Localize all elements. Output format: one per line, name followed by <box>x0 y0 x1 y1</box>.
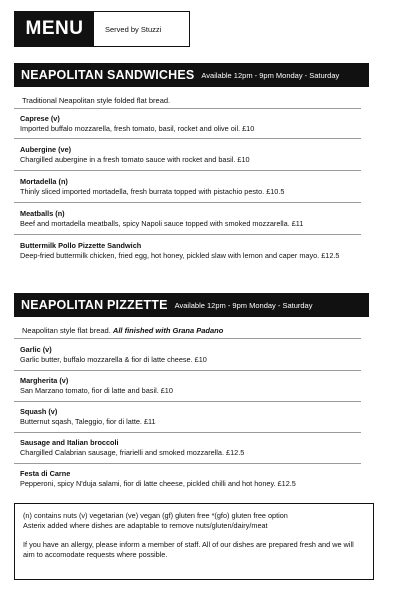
divider <box>14 432 361 433</box>
menu-item-aubergine <box>20 145 366 165</box>
divider <box>14 234 361 235</box>
sandwiches-title: NEAPOLITAN SANDWICHES <box>21 68 195 82</box>
divider <box>14 401 361 402</box>
served-by-text: Served by Stuzzi <box>105 24 162 34</box>
divider <box>14 170 361 171</box>
item-description: Chargilled aubergine in a fresh tomato sauce with rocket and basil. £10 <box>20 155 250 164</box>
asterix-note: Asterix added where dishes are adaptable to remove nuts/gluten/dairy/meat <box>23 521 268 530</box>
item-description: San Marzano tomato, fior di latte and basil. £10 <box>20 386 173 395</box>
menu-item-festa-di-carne <box>20 469 366 489</box>
item-name: Mortadella (n) <box>20 177 68 186</box>
item-description: Deep-fried buttermilk chicken, fried egg, hot honey, pickled slaw with lemon and caper mayo. £12.5 <box>20 251 340 260</box>
dietary-notes-box <box>14 503 374 580</box>
item-description: Imported buffalo mozzarella, fresh tomato, basil, rocket and olive oil. £10 <box>20 124 255 133</box>
item-name: Meatballs (n) <box>20 209 65 218</box>
menu-item-meatballs <box>20 209 366 229</box>
item-name: Squash (v) <box>20 407 58 416</box>
pizzette-availability: Available 12pm - 9pm Monday - Saturday <box>174 300 313 310</box>
sandwiches-header <box>14 63 369 87</box>
divider <box>14 463 361 464</box>
menu-item-mortadella <box>20 177 366 197</box>
pizzette-intro-text: Neapolitan style flat bread. <box>22 326 111 335</box>
item-description: Butternut sqash, Taleggio, fior di latte. £11 <box>20 417 156 426</box>
divider <box>14 138 361 139</box>
sandwiches-availability: Available 12pm - 9pm Monday - Saturday <box>201 70 340 80</box>
dietary-key: (n) contains nuts (v) vegetarian (ve) vegan (gf) gluten free *(gfo) gluten free option <box>23 511 288 520</box>
menu-title: MENU <box>15 12 94 46</box>
menu-item-margherita <box>20 376 366 396</box>
menu-header <box>14 11 190 47</box>
menu-item-squash <box>20 407 366 427</box>
spacer <box>23 531 365 540</box>
item-description: Garlic butter, buffalo mozzarella & fior di latte cheese. £10 <box>20 355 207 364</box>
item-name: Festa di Carne <box>20 469 71 478</box>
menu-item-buttermilk-pollo <box>20 241 366 261</box>
item-name: Aubergine (ve) <box>20 145 72 154</box>
divider <box>14 202 361 203</box>
item-name: Caprese (v) <box>20 114 60 123</box>
menu-item-garlic <box>20 345 366 365</box>
pizzette-title: NEAPOLITAN PIZZETTE <box>21 298 168 312</box>
pizzette-intro <box>22 326 223 335</box>
menu-item-sausage-broccoli <box>20 438 366 458</box>
divider <box>14 108 361 109</box>
pizzette-header <box>14 293 369 317</box>
item-description: Chargilled Calabrian sausage, friarielli and smoked mozzarella. £12.5 <box>20 448 245 457</box>
item-name: Buttermilk Pollo Pizzette Sandwich <box>20 241 142 250</box>
divider <box>14 370 361 371</box>
menu-item-caprese <box>20 114 366 134</box>
sandwiches-intro: Traditional Neapolitan style folded flat bread. <box>22 96 171 105</box>
item-description: Pepperoni, spicy N'duja salami, fior di latte cheese, pickled chilli and hot honey. £12.5 <box>20 479 296 488</box>
item-description: Beef and mortadella meatballs, spicy Napoli sauce topped with smoked mozzarella. £11 <box>20 219 304 228</box>
item-description: Thinly sliced imported mortadella, fresh burrata topped with pistachio pesto. £10.5 <box>20 187 285 196</box>
item-name: Garlic (v) <box>20 345 52 354</box>
item-name: Sausage and Italian broccoli <box>20 438 119 447</box>
allergy-note: If you have an allergy, please inform a member of staff. All of our dishes are prepared fresh and we will aim to accomodate requests where possible. <box>23 540 354 559</box>
item-name: Margherita (v) <box>20 376 69 385</box>
pizzette-intro-emphasis: All finished with Grana Padano <box>112 326 224 335</box>
divider <box>14 338 361 339</box>
